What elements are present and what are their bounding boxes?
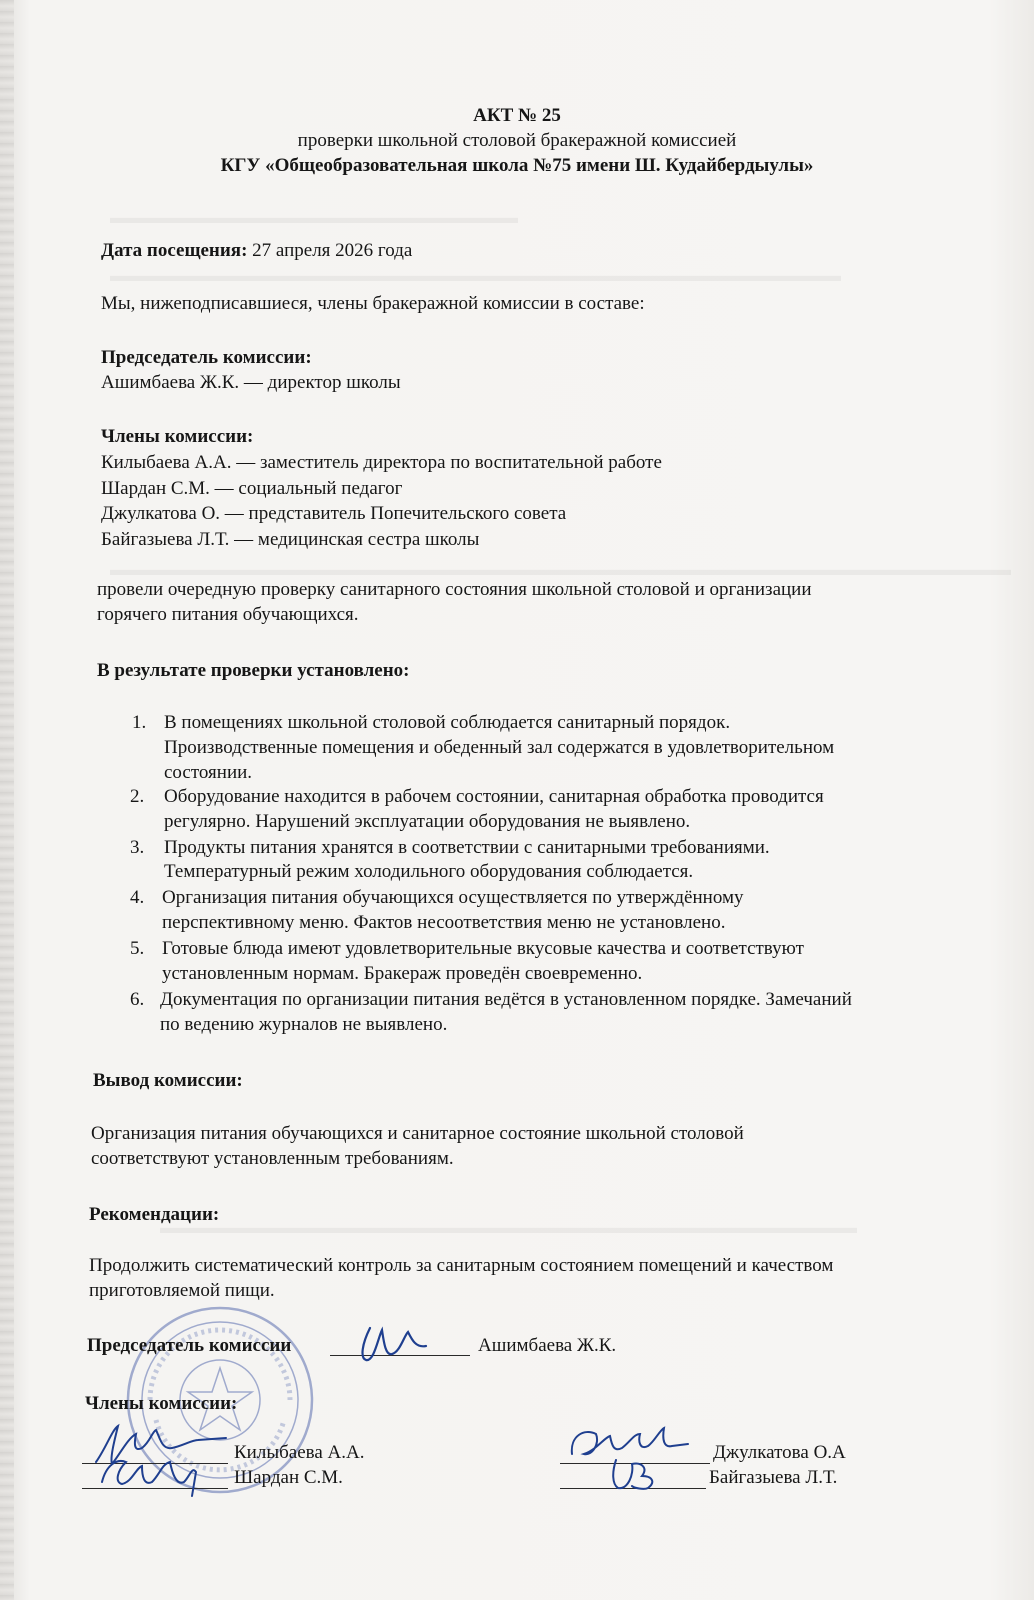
result-text: по ведению журналов не выявлено. [160, 1014, 448, 1035]
signature-chair-label: Председатель комиссии [87, 1335, 292, 1356]
result-text: Готовые блюда имеют удовлетворительные вкусовые качества и соответствуют [162, 938, 804, 959]
members-label: Члены комиссии: [101, 426, 254, 447]
recommendations-line-2: приготовляемой пищи. [89, 1280, 275, 1301]
signature-member-1: Килыбаева А.А. [234, 1442, 365, 1463]
chair-name: Ашимбаева Ж.К. — директор школы [101, 372, 401, 393]
result-text: Документация по организации питания ведётся в установленном порядке. Замечаний [160, 989, 852, 1010]
result-text: Оборудование находится в рабочем состоянии, санитарная обработка проводится [164, 786, 824, 807]
recommendations-label: Рекомендации: [89, 1204, 220, 1225]
act-title: АКТ № 25 [473, 105, 561, 126]
act-subtitle: проверки школьной столовой бракеражной комиссией [297, 130, 737, 151]
result-text: установленным нормам. Бракераж проведён своевременно. [162, 963, 643, 984]
conclusion-line-1: Организация питания обучающихся и санитарное состояние школьной столовой [91, 1123, 744, 1144]
conducted-line-1: провели очередную проверку санитарного состояния школьной столовой и организации [97, 579, 812, 600]
signature-members-label: Члены комиссии: [85, 1393, 238, 1414]
page-edge-shadow [0, 0, 14, 1600]
result-number: 5. [130, 938, 145, 959]
result-text: Производственные помещения и обеденный зал содержатся в удовлетворительном [164, 737, 835, 758]
visit-date-label: Дата посещения: [101, 240, 248, 261]
visit-date-line [101, 239, 412, 263]
result-text: Продукты питания хранятся в соответствии с санитарными требованиями. [164, 837, 770, 858]
bleed-through-line: ▬▬▬▬▬▬▬▬▬▬▬▬▬▬▬▬▬▬▬▬▬▬▬▬ [110, 208, 518, 227]
bleed-through-line: ▬▬▬▬▬▬▬▬▬▬▬▬▬▬▬▬▬▬▬▬▬▬▬▬▬▬▬▬▬▬▬▬▬▬▬▬▬▬▬▬▬▬▬▬▬▬▬▬▬▬▬▬▬ [110, 560, 1011, 579]
result-number: 1. [132, 712, 147, 733]
conducted-line-2: горячего питания обучающихся. [97, 604, 359, 625]
result-text: регулярно. Нарушений эксплуатации оборудования не выявлено. [164, 811, 691, 832]
result-text: В помещениях школьной столовой соблюдается санитарный порядок. [164, 712, 731, 733]
member-item: Килыбаева А.А. — заместитель директора по воспитательной работе [101, 452, 662, 473]
result-text: состоянии. [164, 762, 253, 783]
signature-member-4: Байгазыева Л.Т. [709, 1467, 838, 1488]
school-name: КГУ «Общеобразовательная школа №75 имени Ш. Кудайбердыулы» [220, 155, 814, 176]
result-text: перспективному меню. Фактов несоответствия меню не установлено. [162, 912, 726, 933]
signature-chair-name: Ашимбаева Ж.К. [478, 1335, 617, 1356]
member-signature [92, 1452, 212, 1498]
signature-member-3: Джулкатова О.А [713, 1442, 846, 1463]
conclusion-line-2: соответствуют установленным требованиям. [91, 1148, 454, 1169]
result-text: Температурный режим холодильного оборудования соблюдается. [164, 861, 694, 882]
result-number: 3. [130, 837, 145, 858]
chair-signature [352, 1318, 442, 1366]
result-number: 6. [130, 989, 145, 1010]
visit-date-value: 27 апреля 2026 года [252, 240, 413, 261]
bleed-through-line: ▬▬▬▬▬▬▬▬▬▬▬▬▬▬▬▬▬▬▬▬▬▬▬▬▬▬▬▬▬▬▬▬▬▬▬▬▬▬▬▬▬ [160, 1218, 857, 1237]
result-number: 4. [130, 887, 145, 908]
member-item: Шардан С.М. — социальный педагог [101, 478, 403, 499]
conclusion-label: Вывод комиссии: [93, 1070, 243, 1091]
result-number: 2. [130, 786, 145, 807]
chair-label: Председатель комиссии: [101, 347, 312, 368]
bleed-through-line: ▬▬▬▬▬▬▬▬▬▬▬▬▬▬▬▬▬▬▬▬▬▬▬▬▬▬▬▬▬▬▬▬▬▬▬▬▬▬▬▬▬▬▬ [110, 266, 841, 285]
member-item: Байгазыева Л.Т. — медицинская сестра школы [101, 529, 480, 550]
member-signature [604, 1452, 674, 1496]
member-item: Джулкатова О. — представитель Попечительского совета [101, 503, 567, 524]
signature-member-2: Шардан С.М. [234, 1467, 343, 1488]
results-label: В результате проверки установлено: [97, 660, 410, 681]
result-text: Организация питания обучающихся осуществляется по утверждённому [162, 887, 744, 908]
intro-text: Мы, нижеподписавшиеся, члены бракеражной комиссии в составе: [101, 293, 645, 314]
recommendations-line-1: Продолжить систематический контроль за санитарным состоянием помещений и качеством [89, 1255, 834, 1276]
